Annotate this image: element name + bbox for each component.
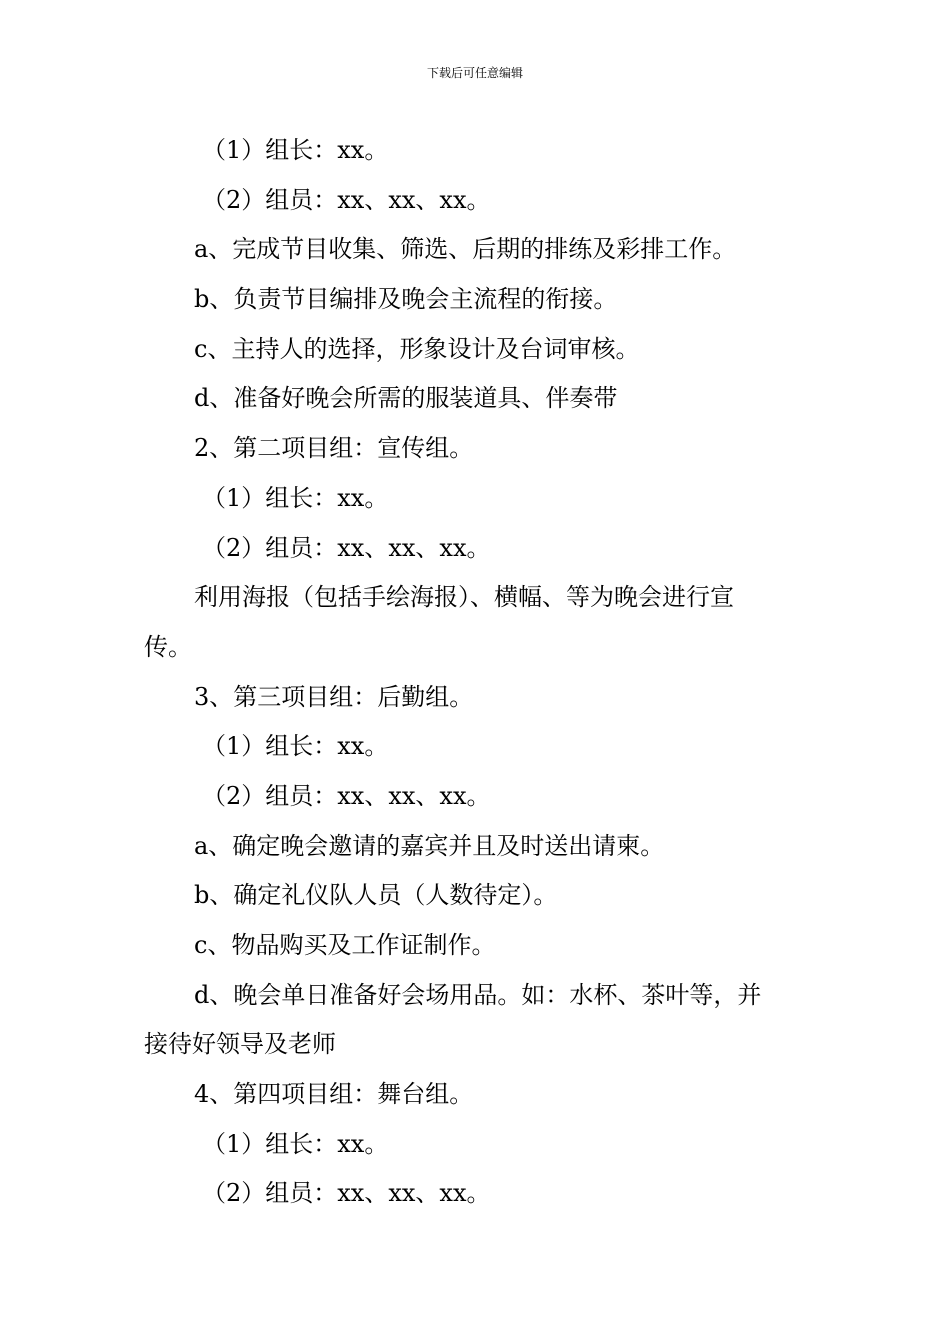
section-heading: 2、第二项目组：宣传组。 — [194, 434, 474, 463]
task-item: c、物品购买及工作证制作。 — [194, 931, 496, 959]
task-item: d、晚会单日准备好会场用品。如：水杯、茶叶等，并 — [194, 980, 762, 1009]
members-line: （2）组员：xx、xx、xx。 — [202, 533, 491, 562]
leader-line: （1）组长：xx。 — [202, 136, 389, 164]
leader-line: （1）组长：xx。 — [202, 1129, 389, 1158]
paragraph-continuation: 传。 — [144, 632, 192, 661]
members-line: （2）组员：xx、xx、xx。 — [202, 781, 491, 810]
section-heading: 4、第四项目组：舞台组。 — [194, 1080, 474, 1109]
paragraph-continuation: 接待好领导及老师 — [144, 1030, 336, 1059]
leader-line: （1）组长：xx。 — [202, 732, 389, 761]
task-item: a、完成节目收集、筛选、后期的排练及彩排工作。 — [194, 235, 737, 264]
leader-line: （1）组长：xx。 — [202, 483, 389, 512]
section-heading: 3、第三项目组：后勤组。 — [194, 682, 474, 711]
task-item: b、确定礼仪队人员（人数待定）。 — [194, 881, 558, 910]
page-header: 下载后可任意编辑 — [426, 66, 523, 80]
task-item: d、准备好晚会所需的服装道具、伴奏带 — [194, 384, 618, 413]
members-line: （2）组员：xx、xx、xx。 — [202, 1179, 491, 1208]
document-body — [144, 126, 808, 1219]
members-line: （2）组员：xx、xx、xx。 — [202, 185, 491, 214]
task-item: a、确定晚会邀请的嘉宾并且及时送出请柬。 — [194, 831, 665, 860]
task-item: b、负责节目编排及晚会主流程的衔接。 — [194, 285, 618, 314]
paragraph-line: 利用海报（包括手绘海报）、横幅、等为晚会进行宣 — [194, 583, 734, 612]
task-item: c、主持人的选择，形象设计及台词审核。 — [194, 334, 640, 363]
